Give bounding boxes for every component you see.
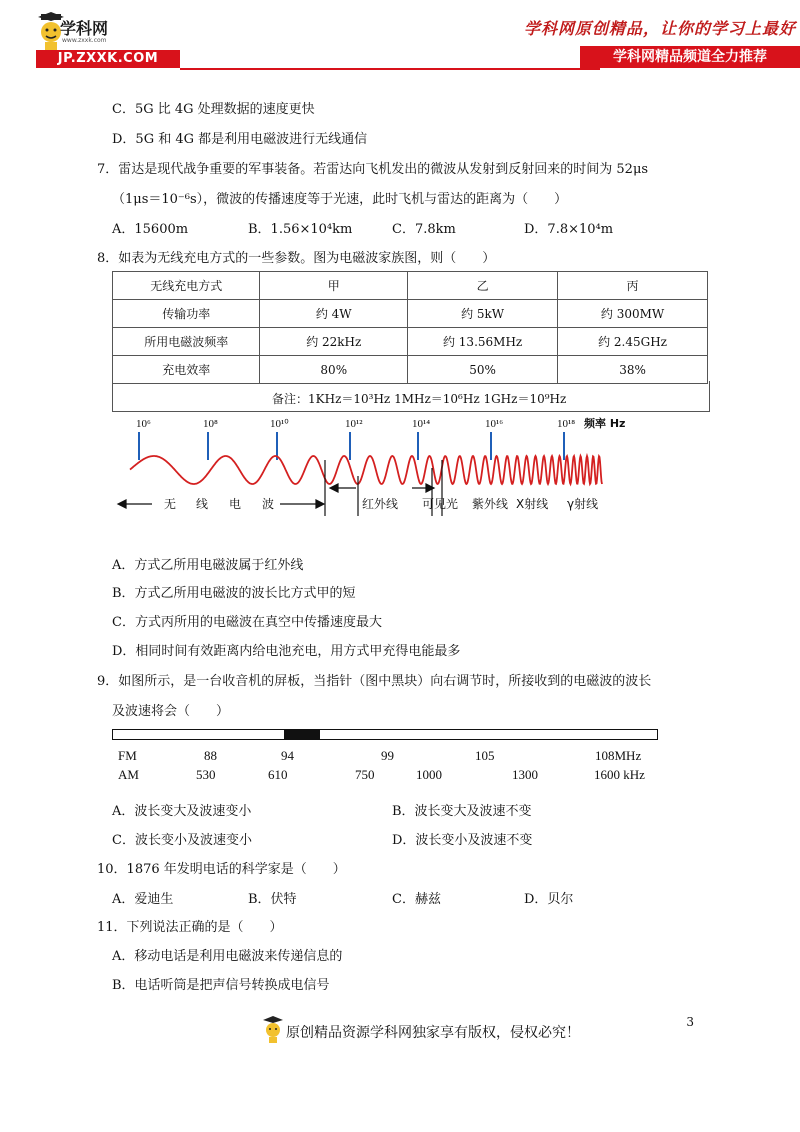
fm-value: 94 bbox=[281, 748, 294, 763]
table-header-row bbox=[113, 272, 708, 300]
q7-stem-line1: 7．雷达是现代战争重要的军事装备。若雷达向飞机发出的微波从发射到反射回来的时间为 52μs bbox=[97, 162, 649, 177]
radio-dial-pointer[interactable] bbox=[284, 729, 320, 740]
mascot-icon bbox=[262, 1016, 284, 1044]
visible-label: 可见光 bbox=[422, 497, 459, 511]
am-value: 610 bbox=[268, 767, 288, 782]
q11-stem: 11．下列说法正确的是（ ） bbox=[97, 920, 283, 935]
q8-option-b: B．方式乙所用电磁波的波长比方式甲的短 bbox=[112, 586, 356, 601]
freq-label: 10¹⁸ bbox=[557, 418, 576, 430]
table-cell: 约 300MW bbox=[558, 300, 708, 328]
table-cell: 80% bbox=[260, 356, 408, 384]
table-cell: 充电效率 bbox=[113, 356, 260, 384]
table-cell: 约 13.56MHz bbox=[408, 328, 558, 356]
page-number: 3 bbox=[686, 1015, 694, 1029]
q9-option-b: B．波长变大及波速不变 bbox=[392, 804, 532, 819]
q8-option-d: D．相同时间有效距离内给电池充电，用方式甲充得电能最多 bbox=[112, 644, 461, 659]
charging-table bbox=[112, 271, 708, 384]
header-recommend-banner: 学科网精品频道全力推荐 bbox=[580, 46, 800, 68]
freq-unit: 频率 Hz bbox=[584, 417, 626, 430]
q9-option-a: A．波长变大及波速变小 bbox=[112, 804, 252, 819]
radio-label-char: 波 bbox=[262, 497, 275, 511]
q10-option-d: D．贝尔 bbox=[524, 892, 574, 907]
table-cell: 38% bbox=[558, 356, 708, 384]
q6-option-c: C．5G 比 4G 处理数据的速度更快 bbox=[112, 102, 315, 117]
arrow-head-icon bbox=[118, 500, 126, 508]
table-cell: 约 2.45GHz bbox=[558, 328, 708, 356]
footer-copyright: 原创精品资源学科网独家享有版权，侵权必究！ bbox=[286, 1025, 580, 1041]
radio-label-char: 电 bbox=[229, 497, 242, 511]
table-cell: 无线充电方式 bbox=[113, 272, 260, 300]
fm-value: 105 bbox=[475, 748, 495, 763]
header-brand-url: www.zxxk.com bbox=[62, 37, 107, 44]
am-value: 1300 bbox=[512, 767, 538, 782]
infrared-label: 红外线 bbox=[362, 497, 399, 511]
radio-label-char: 线 bbox=[196, 497, 209, 511]
uv-label: 紫外线 bbox=[472, 497, 509, 511]
table-cell: 约 4W bbox=[260, 300, 408, 328]
q11-option-b: B．电话听筒是把声信号转换成电信号 bbox=[112, 978, 330, 993]
q7-option-a: A．15600m bbox=[112, 222, 189, 237]
header-divider bbox=[180, 68, 600, 70]
fm-value: 108MHz bbox=[595, 748, 642, 763]
table-cell: 约 22kHz bbox=[260, 328, 408, 356]
table-row bbox=[113, 356, 708, 384]
am-value: 530 bbox=[196, 767, 216, 782]
q6-option-d: D．5G 和 4G 都是利用电磁波进行无线通信 bbox=[112, 132, 368, 147]
q9-option-c: C．波长变小及波速变小 bbox=[112, 833, 252, 848]
gamma-label: γ射线 bbox=[567, 497, 599, 511]
em-spectrum-diagram bbox=[112, 410, 712, 525]
q8-stem: 8．如表为无线充电方式的一些参数。图为电磁波家族图，则（ ） bbox=[97, 251, 496, 266]
q8-option-c: C．方式丙所用的电磁波在真空中传播速度最大 bbox=[112, 615, 382, 630]
table-note: 备注：1KHz＝10³Hz 1MHz＝10⁶Hz 1GHz＝10⁹Hz bbox=[272, 392, 567, 406]
freq-label: 10⁶ bbox=[136, 418, 151, 430]
freq-label: 10¹² bbox=[345, 418, 363, 430]
header-brand: 学科网 bbox=[60, 19, 109, 38]
freq-label: 10¹⁴ bbox=[412, 418, 431, 430]
freq-label: 10¹⁶ bbox=[485, 418, 504, 430]
footer-logo bbox=[262, 1016, 284, 1044]
q7-option-c: C．7.8km bbox=[392, 222, 456, 237]
q10-stem: 10．1876 年发明电话的科学家是（ ） bbox=[97, 862, 346, 877]
am-value: 1600 kHz bbox=[594, 767, 645, 782]
table-cell: 丙 bbox=[558, 272, 708, 300]
table-row bbox=[113, 300, 708, 328]
arrow-head-icon bbox=[426, 484, 434, 492]
fm-label: FM bbox=[118, 748, 137, 763]
fm-value: 88 bbox=[204, 748, 217, 763]
am-value: 1000 bbox=[416, 767, 442, 782]
radio-dial-bar bbox=[112, 729, 658, 740]
am-label: AM bbox=[118, 767, 139, 782]
freq-label: 10¹⁰ bbox=[270, 418, 289, 430]
header-site-url[interactable]: JP.ZXXK.COM bbox=[36, 50, 180, 68]
table-cell: 所用电磁波频率 bbox=[113, 328, 260, 356]
table-cell: 甲 bbox=[260, 272, 408, 300]
q7-stem-line2: （1μs＝10⁻⁶s），微波的传播速度等于光速，此时飞机与雷达的距离为（ ） bbox=[112, 192, 568, 207]
q10-option-b: B．伏特 bbox=[248, 892, 297, 907]
table-cell: 乙 bbox=[408, 272, 558, 300]
em-wave bbox=[130, 456, 602, 484]
q9-option-d: D．波长变小及波速不变 bbox=[392, 833, 533, 848]
table-cell: 约 5kW bbox=[408, 300, 558, 328]
q10-option-a: A．爱迪生 bbox=[112, 892, 174, 907]
freq-label: 10⁸ bbox=[203, 418, 218, 430]
table-row bbox=[113, 328, 708, 356]
q7-option-d: D．7.8×10⁴m bbox=[524, 222, 614, 237]
q8-option-a: A．方式乙所用电磁波属于红外线 bbox=[112, 558, 304, 573]
am-value: 750 bbox=[355, 767, 375, 782]
table-cell: 传输功率 bbox=[113, 300, 260, 328]
q9-stem-line1: 9．如图所示，是一台收音机的屏板，当指针（图中黑块）向右调节时，所接收到的电磁波的波长 bbox=[97, 674, 652, 689]
q10-option-c: C．赫兹 bbox=[392, 892, 441, 907]
header-slogan: 学科网原创精品，让你的学习上最好 bbox=[523, 19, 796, 38]
table-cell: 50% bbox=[408, 356, 558, 384]
xray-label: X射线 bbox=[516, 497, 549, 511]
q7-option-b: B．1.56×10⁴km bbox=[248, 222, 353, 237]
q9-stem-line2: 及波速将会（ ） bbox=[112, 704, 230, 719]
fm-value: 99 bbox=[381, 748, 394, 763]
q11-option-a: A．移动电话是利用电磁波来传递信息的 bbox=[112, 949, 343, 964]
radio-label-char: 无 bbox=[164, 497, 177, 511]
arrow-head-icon bbox=[330, 484, 338, 492]
arrow-head-icon bbox=[316, 500, 324, 508]
